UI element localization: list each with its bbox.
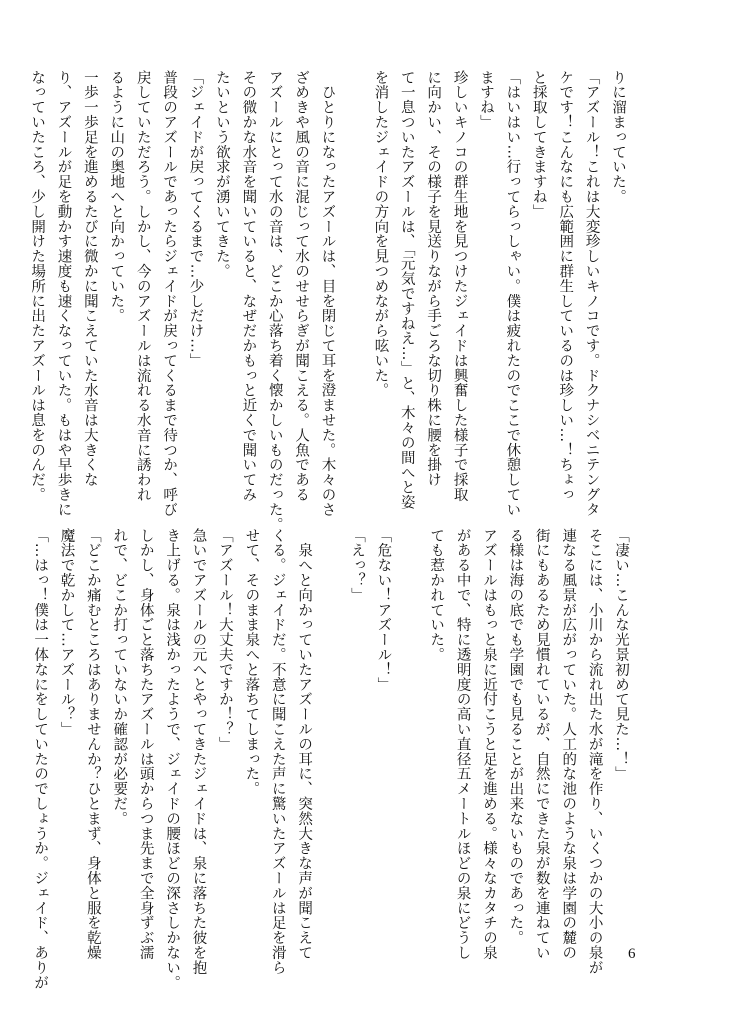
upper-text-block: りに溜まっていた。 「アズール！これは大変珍しいキノコです。ドクナシベニテングタ ケです！こんなにも広範囲に群生しているのは珍しい…！ちょっ と採取してきますね」 「はいはい…行ってらっしゃい。僕は疲れたのでここで休憩してい ますね」 珍しいキノコの群生地を見つけたジェイドは興奮した様子で採取 に向かい、その様子を見送りながら手ごろな切り株に腰を掛け て一息ついたアズールは、「元気ですねえ…」と、木々の間へと姿 を消したジェイドの方向を見つめながら呟いた。 ひとりになったアズールは、目を閉じて耳を澄ませた。木々のさ ざめきや風の音に混じって水のせせらぎが聞こえる。人魚である アズールにとって水の音は、どこか心落ち着く懐かしいものだった。 その微かな水音を聞いていると、なぜだかもっと近くで聞いてみ たいという欲求が湧いてきた。 「ジェイドが戻ってくるまで…少しだけ…」 普段のアズールであったらジェイドが戻ってくるまで待つか、呼び 戻していただろう。しかし、今のアズールは流れる水音に誘われ るように山の奥地へと向かっていた。 一歩一歩足を進めるたびに微かに聞こえていた水音は大きくな り、アズールが足を動かす速度も速くなっていた。もはや早歩きに なっていたころ、少し開けた場所に出たアズールは息をのんだ。 xyxy=(29,70,626,532)
lower-text-block: 「凄い…こんな光景初めて見た…！」 そこには、小川から流れ出た水が滝を作り、いくつかの大小の泉が 連なる風景が広がっていた。人工的な池のような泉は学園の麓の 街にもあるため見慣れているが、自然にできた泉が数を連ねてい る様は海の底でも学園でも見ることが出来ないものであった。 アズールはもっと泉に近付こうと足を進める。様々なカタチの泉 がある中で、特に透明度の高い直径五メートルほどの泉にどうし ても惹かれていた。 「危ない！アズール！」 「えっ？」 泉へと向かっていたアズールの耳に、突然大きな声が聞こえて くる。ジェイドだ。不意に聞こえた声に驚いたアズールは足を滑ら せて、そのまま泉へと落ちてしまった。 「アズール！大丈夫ですか！？」 急いでアズールの元へとやってきたジェイドは、泉に落ちた彼を抱 き上げる。泉は浅かったようで、ジェイドの腰ほどの深さしかない。 しかし、身体ごと落ちたアズールは頭からつま先まで全身ずぶ濡 れで、どこか打っていないか確認が必要だ。 「どこか痛むところはありませんか？ひとまず、身体と服を乾燥 魔法で乾かして…アズール？」 「…はっ！僕は一体なにをしていたのでしょうか。ジェイド、ありが xyxy=(32,528,629,990)
page-number: 6 xyxy=(628,946,636,962)
